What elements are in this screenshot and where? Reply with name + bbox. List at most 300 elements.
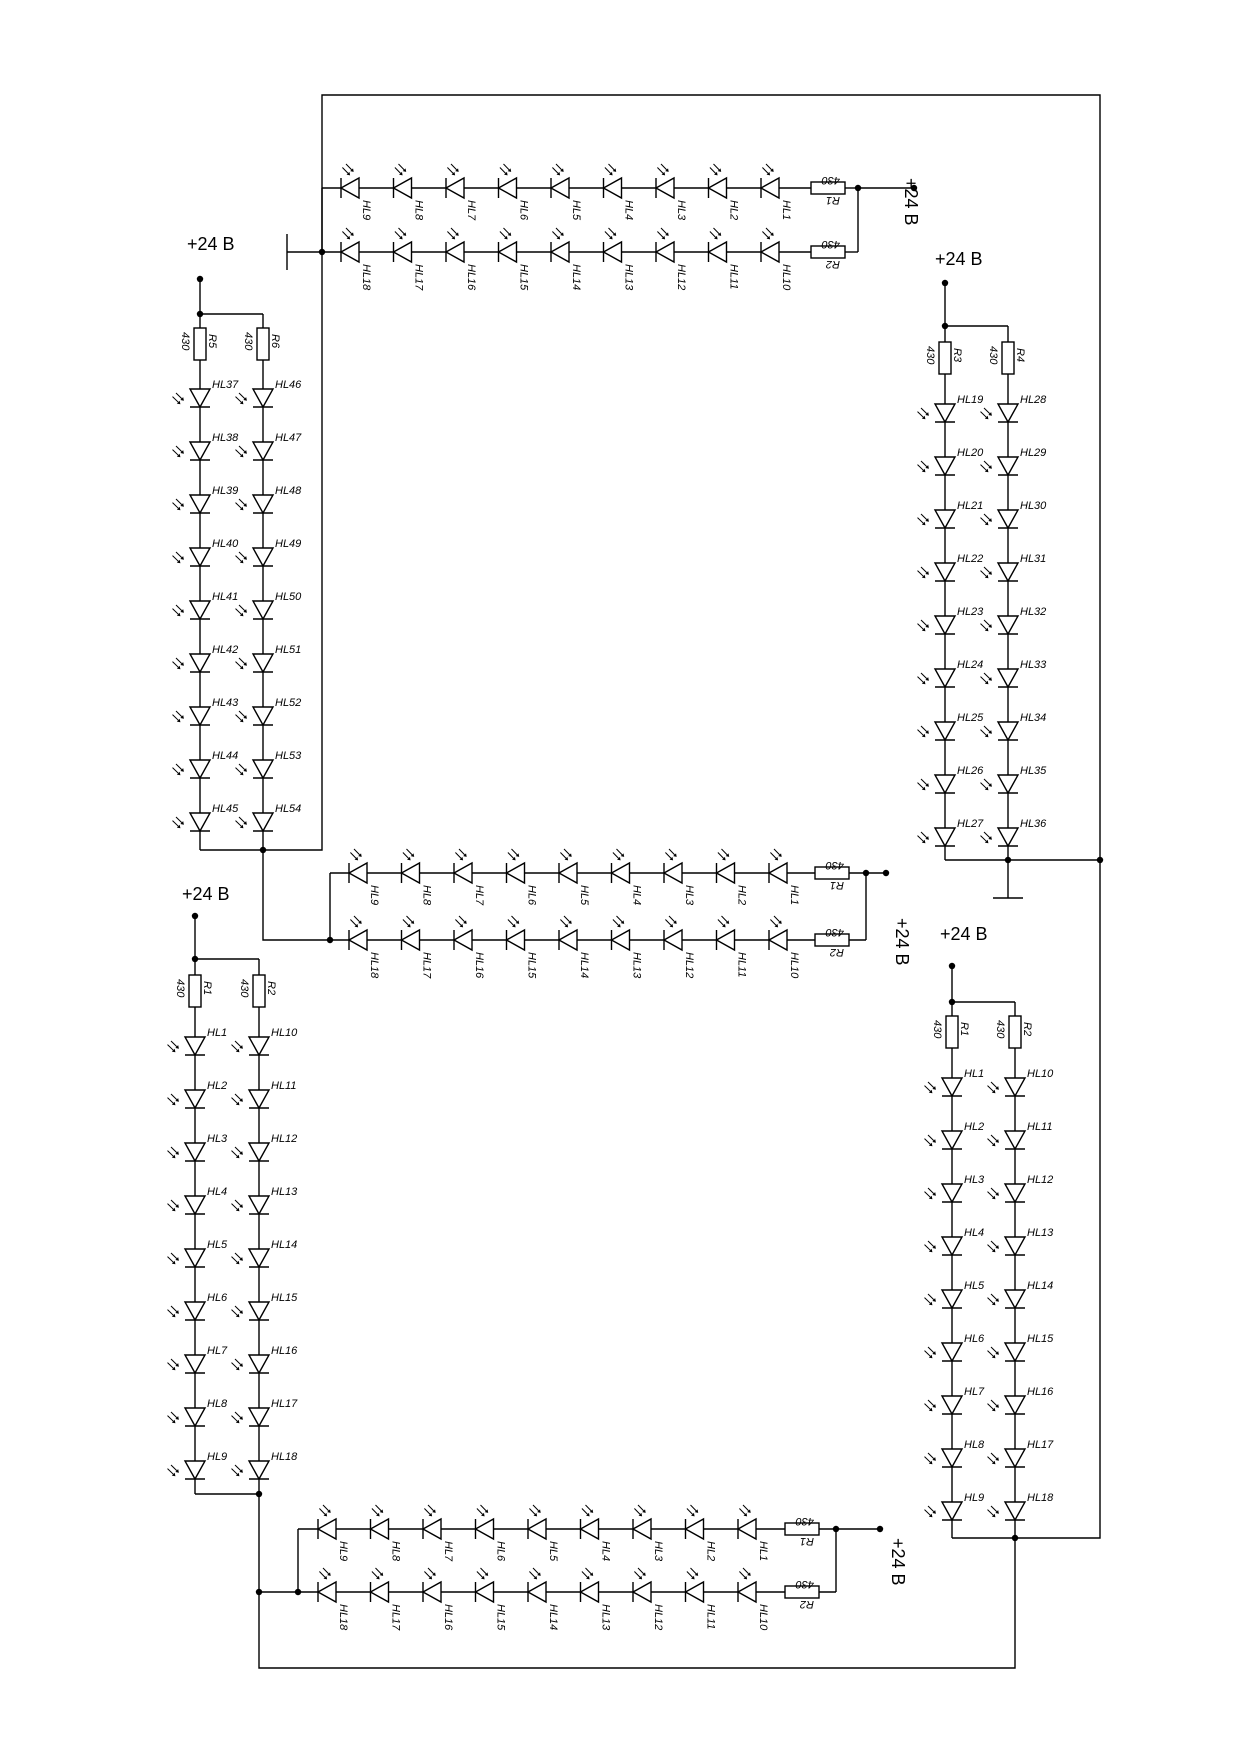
ray-line <box>617 849 623 855</box>
ray-line <box>921 726 927 732</box>
ray-line <box>564 849 570 855</box>
ray-line <box>669 916 675 922</box>
ray-line <box>722 849 728 855</box>
led-icon <box>633 1582 651 1602</box>
led-triangle <box>318 1519 336 1539</box>
ray-line <box>323 1568 329 1574</box>
light-rays-icon <box>988 1082 999 1093</box>
led-icon <box>190 654 210 672</box>
ray-line <box>168 1363 174 1369</box>
ray-line <box>928 1453 934 1459</box>
light-rays-icon <box>508 849 519 860</box>
light-rays-icon <box>372 1505 383 1516</box>
led-label: HL17 <box>412 264 425 291</box>
led-label: HL14 <box>578 952 590 979</box>
led-label: HL28 <box>1020 394 1047 406</box>
light-rays-icon <box>560 849 571 860</box>
led-icon <box>341 242 359 262</box>
led-triangle <box>559 863 577 883</box>
ray-line <box>424 1572 430 1578</box>
led-label: HL20 <box>957 447 984 459</box>
led-icon <box>185 1037 205 1055</box>
ray-line <box>168 1204 174 1210</box>
led-icon <box>423 1519 441 1539</box>
led-triangle <box>190 654 210 672</box>
ray-line <box>918 518 924 524</box>
led-triangle <box>942 1078 962 1096</box>
ray-line <box>500 168 506 174</box>
led-icon <box>935 404 955 422</box>
led-triangle <box>402 930 420 950</box>
light-rays-icon <box>988 1188 999 1199</box>
led-triangle <box>249 1090 269 1108</box>
led-icon <box>341 178 359 198</box>
ray-line <box>239 711 245 717</box>
light-rays-icon <box>918 514 929 525</box>
light-rays-icon <box>981 620 992 631</box>
ray-line <box>176 764 182 770</box>
light-rays-icon <box>710 228 721 239</box>
led-icon <box>998 510 1018 528</box>
ray-line <box>395 232 401 238</box>
light-rays-icon <box>232 1041 243 1052</box>
ray-line <box>988 1139 994 1145</box>
led-label: HL4 <box>630 885 643 906</box>
ray-line <box>722 916 728 922</box>
light-rays-icon <box>168 1147 179 1158</box>
ray-line <box>984 567 990 573</box>
led-triangle <box>1005 1237 1025 1255</box>
light-rays-icon <box>236 764 247 775</box>
ray-line <box>236 450 242 456</box>
ray-line <box>171 1465 177 1471</box>
light-rays-icon <box>403 916 414 927</box>
ray-line <box>236 503 242 509</box>
light-rays-icon <box>981 461 992 472</box>
led-icon <box>942 1396 962 1414</box>
light-rays-icon <box>988 1400 999 1411</box>
light-rays-icon <box>988 1347 999 1358</box>
led-icon <box>942 1237 962 1255</box>
light-rays-icon <box>925 1453 936 1464</box>
led-label: HL12 <box>675 264 687 291</box>
led-triangle <box>942 1502 962 1520</box>
led-icon <box>998 563 1018 581</box>
ray-line <box>918 571 924 577</box>
led-icon <box>942 1078 962 1096</box>
light-rays-icon <box>232 1359 243 1370</box>
ray-line <box>921 620 927 626</box>
led-label: HL9 <box>368 885 380 906</box>
led-label: HL44 <box>212 750 239 762</box>
led-label: HL14 <box>570 264 582 291</box>
ray-line <box>657 168 663 174</box>
ray-line <box>984 461 990 467</box>
led-triangle <box>935 616 955 634</box>
ray-line <box>529 1509 535 1515</box>
led-icon <box>717 930 735 950</box>
light-rays-icon <box>232 1200 243 1211</box>
led-triangle <box>664 863 682 883</box>
ray-line <box>991 1082 997 1088</box>
light-rays-icon <box>173 605 184 616</box>
led-triangle <box>664 930 682 950</box>
light-rays-icon <box>988 1241 999 1252</box>
led-triangle <box>253 760 273 778</box>
led-label: HL2 <box>704 1541 717 1562</box>
led-label: HL2 <box>727 200 740 221</box>
ray-line <box>991 1506 997 1512</box>
light-rays-icon <box>173 764 184 775</box>
ray-line <box>613 853 619 859</box>
led-triangle <box>1005 1290 1025 1308</box>
resistor-value: 430 <box>238 979 250 998</box>
light-rays-icon <box>319 1568 330 1579</box>
led-label: HL45 <box>212 803 239 815</box>
led-triangle <box>769 863 787 883</box>
light-rays-icon <box>918 620 929 631</box>
light-rays-icon <box>173 499 184 510</box>
resistor-value: 430 <box>987 346 999 365</box>
ray-line <box>372 1572 378 1578</box>
resistor-body <box>194 328 206 360</box>
resistor-value: 430 <box>924 346 936 365</box>
led-triangle <box>935 669 955 687</box>
ray-line <box>176 817 182 823</box>
led-icon <box>1005 1184 1025 1202</box>
led-icon <box>935 563 955 581</box>
led-icon <box>253 813 273 831</box>
led-icon <box>581 1582 599 1602</box>
ray-line <box>928 1506 934 1512</box>
ray-line <box>560 853 566 859</box>
ray-line <box>171 1412 177 1418</box>
light-rays-icon <box>447 164 458 175</box>
ray-line <box>991 1400 997 1406</box>
light-rays-icon <box>232 1412 243 1423</box>
led-triangle <box>185 1196 205 1214</box>
led-triangle <box>190 548 210 566</box>
led-triangle <box>394 242 412 262</box>
led-icon <box>761 178 779 198</box>
led-triangle <box>253 707 273 725</box>
resistor-label: R5 <box>206 334 218 349</box>
light-rays-icon <box>424 1505 435 1516</box>
ray-line <box>991 1188 997 1194</box>
led-triangle <box>581 1582 599 1602</box>
led-triangle <box>935 510 955 528</box>
ray-line <box>176 605 182 611</box>
led-label: HL10 <box>757 1604 769 1631</box>
ray-line <box>586 1505 592 1511</box>
led-icon <box>664 930 682 950</box>
ray-line <box>239 605 245 611</box>
resistor-value: 430 <box>795 1515 814 1527</box>
led-label: HL29 <box>1020 447 1047 459</box>
led-icon <box>190 813 210 831</box>
led-icon <box>1005 1502 1025 1520</box>
led-triangle <box>935 722 955 740</box>
led-label: HL15 <box>494 1604 507 1631</box>
led-label: HL16 <box>442 1604 454 1631</box>
led-label: HL16 <box>271 1345 298 1357</box>
ray-line <box>533 1568 539 1574</box>
ray-line <box>928 1347 934 1353</box>
ray-line <box>232 1151 238 1157</box>
led-label: HL17 <box>420 952 433 979</box>
light-rays-icon <box>665 849 676 860</box>
led-label: HL6 <box>964 1333 985 1345</box>
led-label: HL11 <box>735 952 748 978</box>
led-label: HL40 <box>212 538 239 550</box>
ray-line <box>235 1412 241 1418</box>
ray-line <box>236 768 242 774</box>
ray-line <box>173 397 179 403</box>
ray-line <box>687 1572 693 1578</box>
led-triangle <box>1005 1078 1025 1096</box>
light-rays-icon <box>710 164 721 175</box>
led-triangle <box>942 1449 962 1467</box>
led-triangle <box>349 930 367 950</box>
led-icon <box>1005 1396 1025 1414</box>
ray-line <box>235 1306 241 1312</box>
ray-line <box>500 232 506 238</box>
light-rays-icon <box>424 1568 435 1579</box>
supply-label: +24 В <box>940 924 988 944</box>
ray-line <box>918 836 924 842</box>
led-icon <box>604 178 622 198</box>
ray-line <box>529 1572 535 1578</box>
ray-line <box>556 228 562 234</box>
light-rays-icon <box>173 393 184 404</box>
led-triangle <box>942 1237 962 1255</box>
resistor-label: R1 <box>829 879 844 891</box>
ray-line <box>981 465 987 471</box>
ray-line <box>918 624 924 630</box>
led-label: HL3 <box>675 200 687 221</box>
ray-line <box>407 849 413 855</box>
light-rays-icon <box>236 446 247 457</box>
light-rays-icon <box>687 1505 698 1516</box>
led-triangle <box>942 1343 962 1361</box>
ray-line <box>691 1568 697 1574</box>
resistor-value: 430 <box>795 1578 814 1590</box>
ray-line <box>991 1294 997 1300</box>
ray-line <box>171 1147 177 1153</box>
resistor-body <box>1002 342 1014 374</box>
led-triangle <box>446 178 464 198</box>
ray-line <box>928 1188 934 1194</box>
led-label: HL11 <box>271 1080 297 1092</box>
led-icon <box>664 863 682 883</box>
led-triangle <box>253 548 273 566</box>
ray-line <box>235 1094 241 1100</box>
resistor-label: R1 <box>201 981 213 996</box>
led-triangle <box>341 242 359 262</box>
led-icon <box>185 1408 205 1426</box>
led-label: HL25 <box>957 712 984 724</box>
light-rays-icon <box>981 408 992 419</box>
led-icon <box>1005 1343 1025 1361</box>
led-triangle <box>249 1355 269 1373</box>
ray-line <box>918 783 924 789</box>
light-rays-icon <box>236 499 247 510</box>
led-label: HL17 <box>389 1604 402 1631</box>
led-triangle <box>998 563 1018 581</box>
led-icon <box>769 930 787 950</box>
junction-dot <box>256 1589 262 1595</box>
ray-line <box>235 1359 241 1365</box>
ray-line <box>925 1298 931 1304</box>
ray-line <box>665 853 671 859</box>
ray-line <box>173 609 179 615</box>
led-triangle <box>190 495 210 513</box>
ray-line <box>171 1041 177 1047</box>
ray-line <box>638 1568 644 1574</box>
ray-line <box>354 849 360 855</box>
led-icon <box>709 178 727 198</box>
led-icon <box>633 1519 651 1539</box>
led-triangle <box>476 1519 494 1539</box>
led-triangle <box>1005 1396 1025 1414</box>
led-icon <box>253 760 273 778</box>
led-triangle <box>612 930 630 950</box>
led-triangle <box>371 1519 389 1539</box>
led-triangle <box>249 1196 269 1214</box>
light-rays-icon <box>395 164 406 175</box>
led-icon <box>612 863 630 883</box>
light-rays-icon <box>988 1453 999 1464</box>
led-label: HL4 <box>622 200 635 221</box>
led-label: HL22 <box>957 553 984 565</box>
supply-label: +24 В <box>892 918 912 966</box>
led-label: HL2 <box>735 885 748 906</box>
ray-line <box>354 916 360 922</box>
light-rays-icon <box>529 1505 540 1516</box>
ray-line <box>918 677 924 683</box>
led-triangle <box>499 178 517 198</box>
led-icon <box>318 1519 336 1539</box>
ray-line <box>586 1568 592 1574</box>
led-icon <box>559 930 577 950</box>
led-label: HL8 <box>389 1541 402 1562</box>
light-rays-icon <box>687 1568 698 1579</box>
led-triangle <box>185 1461 205 1479</box>
led-triangle <box>1005 1343 1025 1361</box>
led-label: HL2 <box>207 1080 228 1092</box>
ray-line <box>236 397 242 403</box>
led-icon <box>551 178 569 198</box>
ray-line <box>770 853 776 859</box>
led-icon <box>190 495 210 513</box>
ray-line <box>319 1572 325 1578</box>
led-label: HL37 <box>212 379 239 391</box>
ray-line <box>991 1241 997 1247</box>
resistor-label: R2 <box>265 981 277 996</box>
led-triangle <box>253 654 273 672</box>
led-triangle <box>942 1184 962 1202</box>
light-rays-icon <box>168 1306 179 1317</box>
led-triangle <box>998 828 1018 846</box>
ray-line <box>451 228 457 234</box>
led-icon <box>935 669 955 687</box>
led-label: HL13 <box>271 1186 298 1198</box>
led-icon <box>499 178 517 198</box>
led-label: HL8 <box>412 200 425 221</box>
led-icon <box>738 1519 756 1539</box>
ray-line <box>925 1510 931 1516</box>
light-rays-icon <box>718 916 729 927</box>
ray-line <box>564 916 570 922</box>
ray-line <box>407 916 413 922</box>
ray-line <box>925 1139 931 1145</box>
ray-line <box>925 1086 931 1092</box>
ray-line <box>504 164 510 170</box>
ray-line <box>350 920 356 926</box>
led-icon <box>185 1249 205 1267</box>
light-rays-icon <box>582 1568 593 1579</box>
led-label: HL12 <box>652 1604 664 1631</box>
led-triangle <box>253 495 273 513</box>
ray-line <box>928 1400 934 1406</box>
led-icon <box>349 930 367 950</box>
led-label: HL52 <box>275 697 302 709</box>
ray-line <box>176 499 182 505</box>
led-icon <box>253 548 273 566</box>
resistor-value: 430 <box>821 238 840 250</box>
led-triangle <box>717 863 735 883</box>
resistor-label: R1 <box>958 1022 970 1037</box>
led-label: HL7 <box>465 200 477 221</box>
led-icon <box>559 863 577 883</box>
led-label: HL47 <box>275 432 302 444</box>
led-triangle <box>423 1582 441 1602</box>
ray-line <box>605 168 611 174</box>
led-triangle <box>581 1519 599 1539</box>
ray-line <box>739 1572 745 1578</box>
led-icon <box>185 1355 205 1373</box>
led-label: HL14 <box>547 1604 559 1631</box>
ray-line <box>718 853 724 859</box>
led-label: HL18 <box>271 1451 298 1463</box>
led-label: HL3 <box>683 885 695 906</box>
light-rays-icon <box>236 552 247 563</box>
led-triangle <box>446 242 464 262</box>
ray-line <box>171 1306 177 1312</box>
light-rays-icon <box>918 779 929 790</box>
led-icon <box>249 1037 269 1055</box>
ray-line <box>918 465 924 471</box>
ray-line <box>710 168 716 174</box>
ray-line <box>447 232 453 238</box>
ray-line <box>176 393 182 399</box>
led-triangle <box>190 707 210 725</box>
light-rays-icon <box>342 228 353 239</box>
led-icon <box>190 707 210 725</box>
led-icon <box>446 178 464 198</box>
led-label: HL4 <box>599 1541 612 1562</box>
led-icon <box>935 828 955 846</box>
light-rays-icon <box>560 916 571 927</box>
ray-line <box>739 1509 745 1515</box>
ray-line <box>638 1505 644 1511</box>
led-label: HL7 <box>207 1345 228 1357</box>
light-rays-icon <box>739 1505 750 1516</box>
ray-line <box>403 853 409 859</box>
ray-line <box>928 1082 934 1088</box>
led-label: HL33 <box>1020 659 1047 671</box>
light-rays-icon <box>918 726 929 737</box>
